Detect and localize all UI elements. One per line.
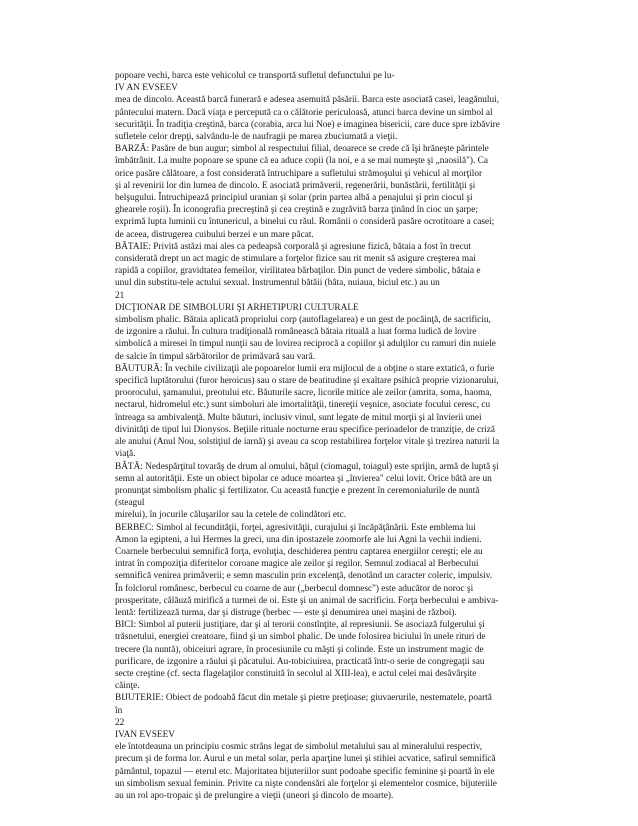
- text-line: BICI: Simbol al puterii justiţiare, dar şi al terorii constînţite, al represiunii. Se asociază fulgerului şi: [115, 620, 485, 631]
- text-line: întreaga sa ambivalenţă. Multe băuturi, inclusiv vinul, sunt legate de mitul morţii şi al învierii unei: [115, 412, 482, 423]
- text-line: 21: [115, 290, 125, 301]
- text-line: au un rol apo-tropaic şi de prelungire a vieţii (uneori şi dincolo de moarte).: [115, 790, 394, 801]
- text-line: BARZĂ: Pasăre de bun augur; simbol al respectului filial, deoarece se crede că îşi hrăneşte părintele: [115, 144, 489, 155]
- text-line: mea de dincolo. Această barcă funerară e adesea asemuită păsării. Barca este asociată casei, leagănului,: [115, 95, 500, 106]
- text-line: popoare vechi, barca este vehicolul ce transportă sufletul defunctului pe lu-: [115, 71, 395, 81]
- text-line: îmbătrânit. La multe popoare se spune că ea aduce copii (la noi, e a se mai numeşte şi „naosilă"). Ca: [115, 156, 488, 167]
- text-line: viaţă.: [115, 449, 136, 460]
- text-line: de salcie în timpul sărbătorilor de primăvară sau vară.: [115, 351, 316, 362]
- text-line: ghearele roşii). În iconografia precreştină şi cea creştină e zugrăvită barza ţinând în cioc un şarpe;: [115, 205, 478, 216]
- text-line: specifică luptătorului (furor heroicus) sau o stare de beatitudine şi exaltare psihică proprie vizionarului,: [115, 376, 499, 387]
- text-line: BĂTAIE: Privită astăzi mai ales ca pedeapsă corporală şi agresiune fizică, bătaia a fost în trecut: [115, 241, 472, 252]
- text-line: intrat în compoziţia diferitelor coroane magice ale zeilor şi regilor. Semnul zodiacal al Berbecului: [115, 559, 479, 570]
- text-line: sufletele celor drepţi, salvându-le de naufragii pe marea zbuciumată a vieţii.: [115, 132, 398, 143]
- text-line: Coarnele berbecului semnifică forţa, evoluţia, deschiderea pentru captarea energiilor cereşti; ele au: [115, 546, 483, 557]
- text-line: IVAN EVSEEV: [115, 729, 175, 740]
- text-line: de izgonire a răului. În cultura tradiţională românească bătaia rituală a luat forma ludică de lovire: [115, 327, 477, 338]
- text-line: DICŢIONAR DE SIMBOLURI ŞI ARHETIPURI CULTURALE: [115, 302, 359, 313]
- text-line: IV AN EVSEEV: [115, 83, 178, 94]
- text-line: unul din substitu-tele actului sexual. Instrumentul bătăii (bâta, nuiaua, biciul etc.) au un: [115, 278, 440, 289]
- text-line: în: [115, 705, 123, 716]
- text-line: un simbolism sexual feminin. Privite ca nişte condensări ale forţelor şi elementelor cosmice, bijuteriile: [115, 778, 497, 789]
- text-line: (steagul: [115, 498, 145, 509]
- text-line: căinţe.: [115, 681, 140, 692]
- text-line: pământul, topazul — eterul etc. Majoritatea bijuteriilor sunt podoabe specific feminine şi poartă în ele: [115, 766, 495, 777]
- text-line: şi al revenirii lor din lumea de dincolo. E asociată primăverii, regenerării, bunăstării, fertilităţii şi: [115, 180, 476, 191]
- text-line: precum şi de forma lor. Aurul e un metal solar, perla aparţine lunei şi stihiei acvatice, safirul semnifică: [115, 754, 496, 765]
- text-line: Amon la egipteni, a lui Hermes la greci, una din ipostazele zoomorfe ale lui Agni la vechii indieni.: [115, 534, 482, 545]
- document-page: [115, 70, 530, 802]
- text-line: ale anului (Anul Nou, solstiţiul de iarnă) şi aveau ca scop restabilirea forţelor vitale şi trezirea naturii la: [115, 437, 500, 448]
- text-line: considerată drept un act magic de stimulare a forţelor fizice sau rit menit să asigure creşterea mai: [115, 254, 476, 265]
- text-line: prosperitate, călăuză mirifică a turmei de oi. Este şi un animal de sacrificiu. Forţa berbecului e ambiva-: [115, 595, 499, 606]
- text-line: semnifică venirea primăverii; e semn masculin prin excelenţă, denotând un caracter coleric, impulsiv.: [115, 571, 493, 582]
- text-line: lentă: fertilizează turma, dar şi distruge (berbec — este şi denumirea unei maşini de război).: [115, 607, 457, 618]
- text-line: BIJUTERIE: Obiect de podoabă făcut din metale şi pietre preţioase; giuvaerurile, nestematele, poartă: [115, 693, 492, 704]
- text-line: belşugului. Întruchipează principiul uranian şi solar (prin partea albă a penajului şi prin ciocul şi: [115, 193, 473, 204]
- text-line: simbolism phalic. Bătaia aplicată propriului corp (autoflagelarea) e un gest de pocăinţă, de sacrificiu,: [115, 315, 491, 326]
- text-line: secte creştine (cf. secta flagelaţilor constituită în secolul al XIII-lea), e actul celei mai desăvârşite: [115, 668, 477, 679]
- text-line: BĂUTURĂ: În vechile civilizaţii ale popoarelor lumii era mijlocul de a obţine o stare extatică, o furie: [115, 363, 495, 374]
- text-line: rapidă a copiilor, gravidtatea femeilor, virilitatea bărbaţilor. Din punct de vedere simbolic, bătaia e: [115, 266, 481, 277]
- text-line: purificare, de izgonire a răului şi păcatului. Au-tobiciuirea, practicată într-o serie de congregaţii sau: [115, 656, 485, 667]
- text-line: trăsnetului, energiei creatoare, fiind şi un simbol phalic. De unde folosirea biciului în unele rituri de: [115, 632, 486, 643]
- text-line: securităţii. În tradiţia creştină, barca (corabia, arca lui Noe) e imaginea bisericii, care duce spre izbăvire: [115, 119, 500, 130]
- text-line: exprimă lupta luminii cu întunericul, a binelui cu răul. Românii o consideră pasăre ocrotitoare a casei;: [115, 217, 495, 228]
- text-line: proorocului, şamanului, preotului etc. Băuturile sacre, licorile mitice ale zeilor (amrita, soma, haoma,: [115, 388, 492, 399]
- text-line: pronunţat simbolism phalic şi fertilizator. Cu această funcţie e prezent în ceremonialurile de nuntă: [115, 485, 480, 496]
- text-line: În folclorul românesc, berbecul cu coarne de aur („berbecul domnesc") este aducător de noroc şi: [115, 583, 474, 594]
- text-line: divinităţi de tipul lui Dionysos. Beţiile rituale nocturne erau specifice perioadelor de tranziţie, de criză: [115, 424, 496, 435]
- text-line: semn al autorităţii. Este un obiect bipolar ce aduce moartea şi „învierea" celui lovit. Orice bâtă are un: [115, 473, 492, 484]
- text-line: BERBEC: Simbol al fecundităţii, forţei, agresivităţii, curajului şi încăpăţânării. Este emblema lui: [115, 522, 476, 533]
- text-line: simbolică a miresei în timpul nunţii sau de lovirea reciprocă a copiilor şi adulţilor cu ramuri din nuiele: [115, 339, 496, 350]
- text-line: orice pasăre călătoare, a fost considerată întruchipare a sufletului strămoşului şi vehicul al morţilor: [115, 168, 483, 179]
- text-line: 22: [115, 717, 125, 728]
- text-line: BÂTĂ: Nedespărţitul tovarăş de drum al omului, băţul (ciomagul, toiagul) este sprijin, armă de luptă şi: [115, 461, 499, 472]
- text-line: nectarul, hidromelul etc.) sunt simboluri ale imortalităţii, tinereţii veşnice, asociate focului ceresc, cu: [115, 400, 491, 411]
- text-line: pântecului matern. Dacă viaţa e percepută ca o călătorie periculoasă, atunci barca devine un simbol al: [115, 107, 493, 118]
- text-line: mirelui), în jocurile căluşarilor sau la cetele de colindători etc.: [115, 510, 347, 521]
- text-line: trecere (la nuntă), obiceiuri agrare, în procesiunile cu măşti şi colinde. Este un instrument magic de: [115, 644, 484, 655]
- text-line: ele întotdeauna un principiu cosmic strâns legat de simbolul metalului sau al mineralului respectiv,: [115, 742, 483, 753]
- text-line: de aceea, distrugerea cuibului berzei e un mare păcat.: [115, 229, 314, 240]
